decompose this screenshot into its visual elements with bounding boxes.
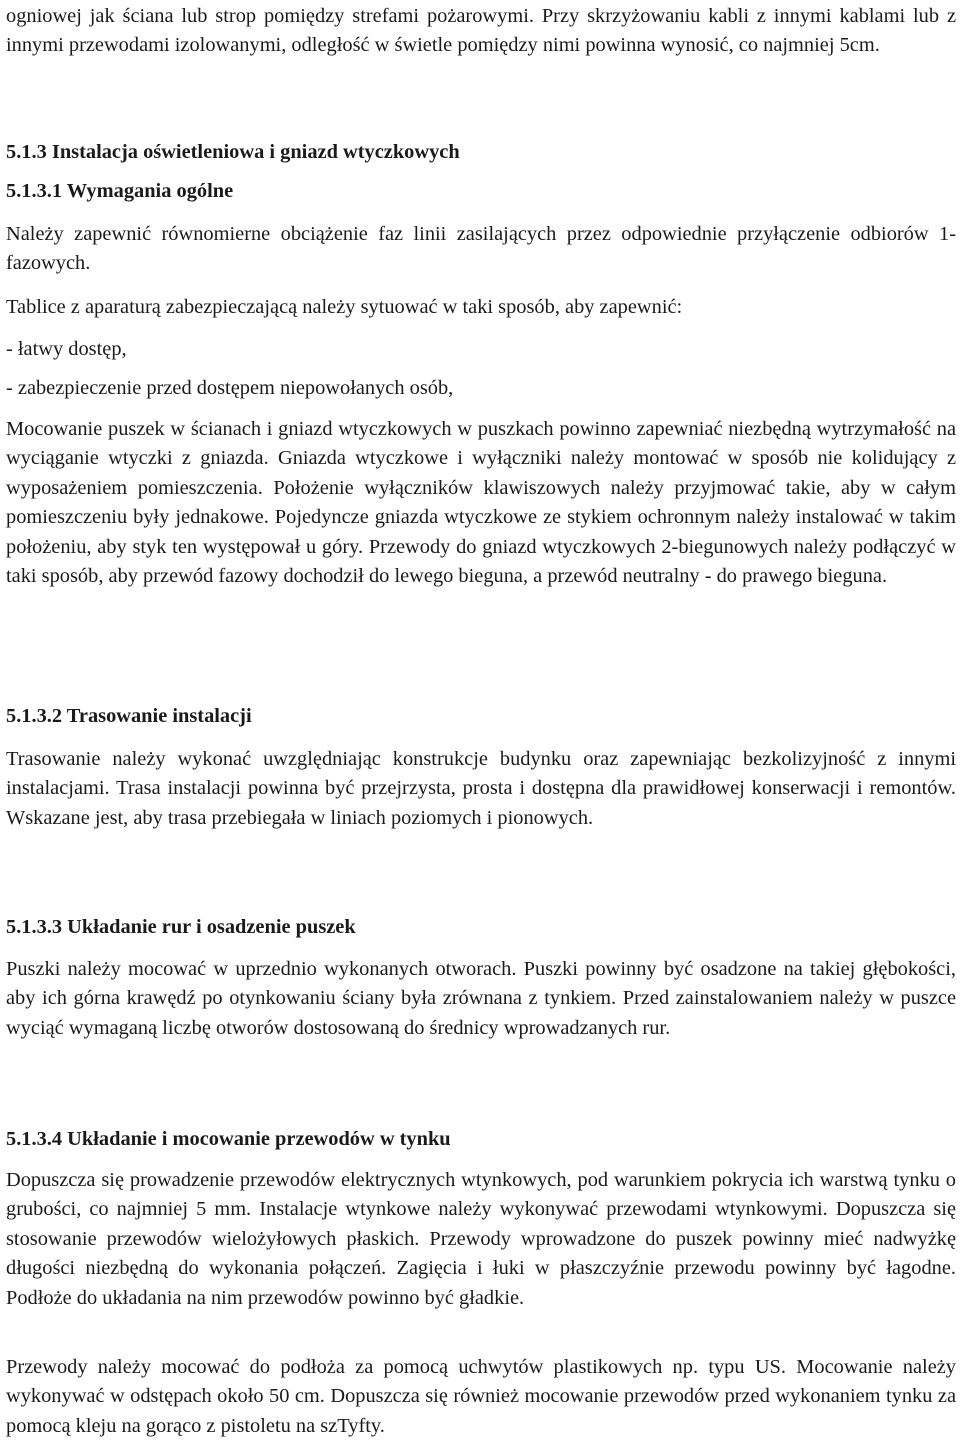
paragraph-puszki: Puszki należy mocować w uprzednio wykonanych otworach. Puszki powinny być osadzone na takiej głębokości, aby ich górna krawędź po otynkowaniu ściany była zrównana z tynkiem. Przed zainstalowaniem należy w puszce wyciąć wymaganą liczbę otworów dostosowaną do średnicy wprowadzanych rur. — [6, 958, 956, 1039]
paragraph-mocowanie: Mocowanie puszek w ścianach i gniazd wtyczkowych w puszkach powinno zapewniać niezbędną wytrzymałość na wyciąganie wtyczki z gniazda. Gniazda wtyczkowe i wyłączniki należy montować w sposób nie kolidujący z wyposażeniem pomieszczenia. Położenie wyłączników klawiszowych należy przyjmować takie, aby w całym pomieszczeniu były jednakowe. Pojedyncze gniazda wtyczkowe ze stykiem ochronnym należy instalować w takim położeniu, aby styk ten występował u góry. Przewody do gniazd wtyczkowych 2-biegunowych należy podłączyć w taki sposób, aby przewód fazowy dochodził do lewego bieguna, a przewód neutralny - do prawego bieguna. — [6, 418, 956, 588]
paragraph-trasowanie: Trasowanie należy wykonać uwzględniając konstrukcje budynku oraz zapewniając bezkolizyjność z innymi instalacjami. Trasa instalacji powinna być przejrzysta, prosta i dostępna dla prawidłowej konserwacji i remontów. Wskazane jest, aby trasa przebiegała w liniach poziomych i pionowych. — [6, 748, 956, 829]
paragraph-tablice: Tablice z aparaturą zabezpieczającą należy sytuować w taki sposób, aby zapewnić: — [6, 296, 683, 318]
heading-5-1-3: 5.1.3 Instalacja oświetleniowa i gniazd wtyczkowych — [6, 141, 460, 163]
heading-5-1-3-1: 5.1.3.1 Wymagania ogólne — [6, 180, 234, 202]
list-item-dostep: - łatwy dostęp, — [6, 338, 127, 360]
paragraph-uchwyty: Przewody należy mocować do podłoża za pomocą uchwytów plastikowych np. typu US. Mocowanie należy wykonywać w odstępach około 50 cm. Dopuszcza się również mocowanie przewodów przed wykonaniem tynku za pomocą kleju na gorąco z pistoletu na szTyfty. — [6, 1356, 956, 1437]
heading-5-1-3-4: 5.1.3.4 Układanie i mocowanie przewodów w tynku — [6, 1128, 451, 1150]
paragraph-faz: Należy zapewnić równomierne obciążenie faz linii zasilających przez odpowiednie przyłączenie odbiorów 1-fazowych. — [6, 223, 956, 275]
paragraph-intro: ogniowej jak ściana lub strop pomiędzy strefami pożarowymi. Przy skrzyżowaniu kabli z innymi kablami lub z innymi przewodami izolowanymi, odległość w świetle pomiędzy nimi powinna wynosić, co najmniej 5cm. — [6, 5, 956, 57]
list-item-zabezpieczenie: - zabezpieczenie przed dostępem niepowołanych osób, — [6, 377, 454, 399]
heading-5-1-3-2: 5.1.3.2 Trasowanie instalacji — [6, 705, 252, 727]
paragraph-wtynkowe: Dopuszcza się prowadzenie przewodów elektrycznych wtynkowych, pod warunkiem pokrycia ich warstwą tynku o grubości, co najmniej 5 mm. Instalacje wtynkowe należy wykonywać przewodami wtynkowymi. Dopuszcza się stosowanie przewodów wielożyłowych płaskich. Przewody wprowadzone do puszek powinny mieć nadwyżkę długości niezbędną do wykonania połączeń. Zagięcia i łuki w płaszczyźnie przewodu powinny być łagodne. Podłoże do układania na nim przewodów powinno być gładkie. — [6, 1169, 956, 1309]
heading-5-1-3-3: 5.1.3.3 Układanie rur i osadzenie puszek — [6, 916, 356, 938]
